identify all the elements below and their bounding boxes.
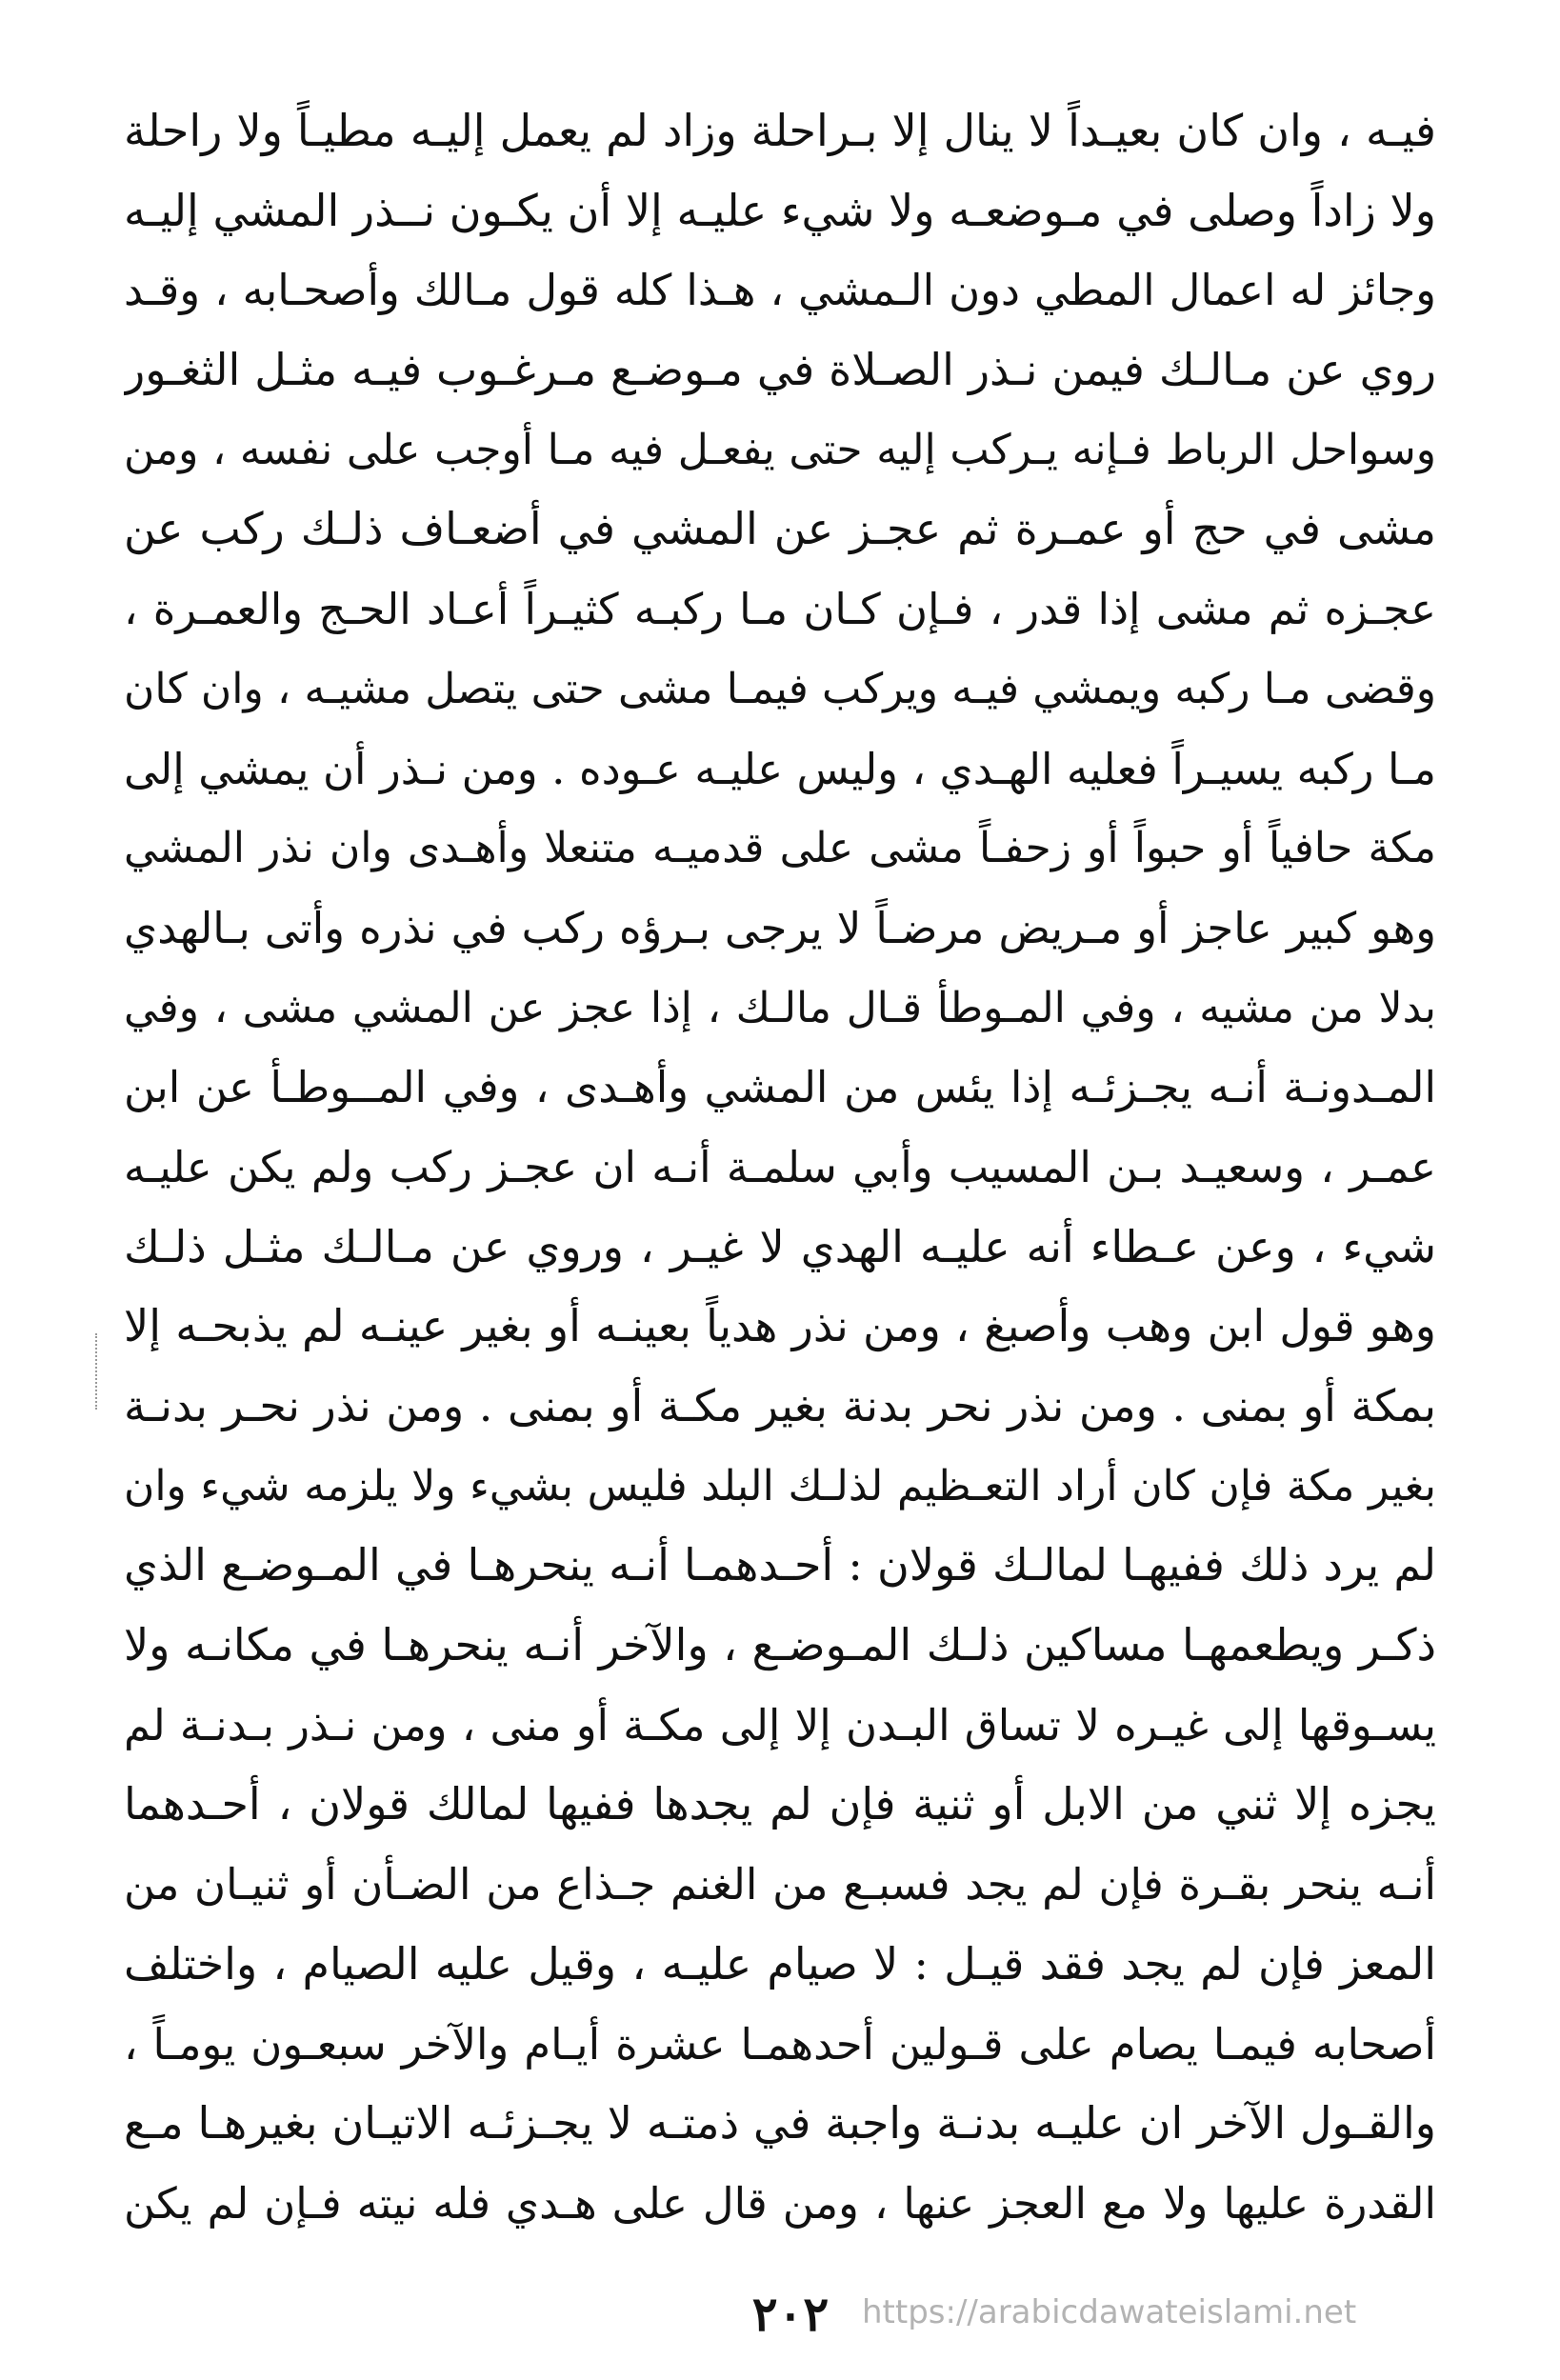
text-line: وهو قول ابن وهب وأصبغ ، ومن نذر هدياً بعينـه أو بغير عينـه لم يذبحـه إلا [124, 1300, 1436, 1352]
text-line: مكة حافياً أو حبواً أو زحفـاً مشى على قدميـه متنعلا وأهـدى وان نذر المشي [124, 824, 1436, 873]
text-line: المـدونـة أنـه يجـزئـه إذا يئس من المشي وأهـدى ، وفي المــوطـأ عن ابن [124, 1062, 1436, 1113]
text-line: عجـزه ثم مشى إذا قدر ، فـإن كـان مـا ركبـه كثيـراً أعـاد الحـج والعمـرة ، [124, 584, 1436, 635]
text-line: مـا ركبه يسيـراً فعليه الهـدي ، وليس عليـه عـوده . ومن نـذر أن يمشي إلى [124, 743, 1436, 794]
text-line: وجائز له اعمال المطي دون الـمشي ، هـذا كله قول مـالك وأصحـابه ، وقـد [124, 265, 1436, 316]
text-line: بغير مكة فإن كان أراد التعـظيم لذلـك البلد فليس بشيء ولا يلزمه شيء وان [124, 1461, 1436, 1510]
text-line: القدرة عليها ولا مع العجز عنها ، ومن قال على هـدي فله نيته فـإن لم يكن [124, 2177, 1436, 2229]
text-line: أصحابه فيمـا يصام على قـولين أحدهمـا عشرة أيـام والآخر سبعـون يومـاً ، [124, 2018, 1436, 2070]
text-line: مشى في حج أو عمـرة ثم عجـز عن المشي في أضعـاف ذلـك ركب عن [124, 503, 1436, 555]
text-line: بدلا من مشيه ، وفي المـوطأ قـال مالـك ، إذا عجز عن المشي مشى ، وفي [124, 983, 1436, 1032]
text-line: ذكـر ويطعمهـا مساكين ذلـك المـوضـع ، والآخر أنـه ينحرهـا في مكانـه ولا [124, 1619, 1436, 1671]
text-line: المعز فإن لم يجد فقد قيـل : لا صيام عليـه ، وقيل عليه الصيام ، واختلف [124, 1937, 1436, 1990]
text-line: يجزه إلا ثني من الابل أو ثنية فإن لم يجدها ففيها لمالك قولان ، أحـدهما [124, 1778, 1436, 1830]
page-number: ٢٠٢ [751, 2286, 830, 2342]
text-line: روي عن مـالـك فيمن نـذر الصـلاة في مـوضـع مـرغـوب فيـه مثـل الثغـور [124, 344, 1436, 396]
text-line: شيء ، وعن عـطاء أنه عليـه الهدي لا غيـر ، وروي عن مـالـك مثـل ذلـك [124, 1220, 1436, 1272]
body-text [124, 91, 1436, 2244]
margin-mark [95, 1333, 101, 1410]
text-line: وسواحل الرباط فـإنه يـركب إليه حتى يفعـل فيه مـا أوجب على نفسه ، ومن [124, 425, 1436, 474]
text-line: وهو كبير عاجز أو مـريض مرضـاً لا يرجى بـرؤه ركب في نذره وأتى بـالهدي [124, 902, 1436, 953]
text-line: ولا زاداً وصلى في مـوضعـه ولا شيء عليـه إلا أن يكـون نــذر المشي إليـه [124, 184, 1436, 236]
page-footer [0, 2281, 1560, 2348]
text-line: وقضى مـا ركبه ويمشي فيـه ويركب فيمـا مشى حتى يتصل مشيـه ، وان كان [124, 664, 1436, 713]
text-line: بمكة أو بمنى . ومن نذر نحر بدنة بغير مكـة أو بمنى . ومن نذر نحـر بدنـة [124, 1380, 1436, 1431]
text-line: لم يرد ذلك ففيهـا لمالـك قولان : أحـدهمـا أنـه ينحرهـا في المـوضـع الذي [124, 1539, 1436, 1591]
text-line: يسـوقها إلى غيـره لا تساق البـدن إلا إلى مكـة أو منى ، ومن نـذر بـدنـة لم [124, 1699, 1436, 1750]
text-line: فيـه ، وان كان بعيـداً لا ينال إلا بـراحلة وزاد لم يعمل إليـه مطيـاً ولا راحلة [124, 105, 1436, 156]
watermark-url: https://arabicdawateislami.net [862, 2293, 1357, 2331]
text-line: والقـول الآخر ان عليـه بدنـة واجبة في ذمتـه لا يجـزئـه الاتيـان بغيرهـا مـع [124, 2097, 1436, 2150]
text-line: أنـه ينحر بقـرة فإن لم يجد فسبـع من الغنم جـذاع من الضـأن أو ثنيـان من [124, 1859, 1436, 1910]
text-line: عمـر ، وسعيـد بـن المسيب وأبي سلمـة أنـه ان عجـز ركب ولم يكن عليـه [124, 1141, 1436, 1192]
